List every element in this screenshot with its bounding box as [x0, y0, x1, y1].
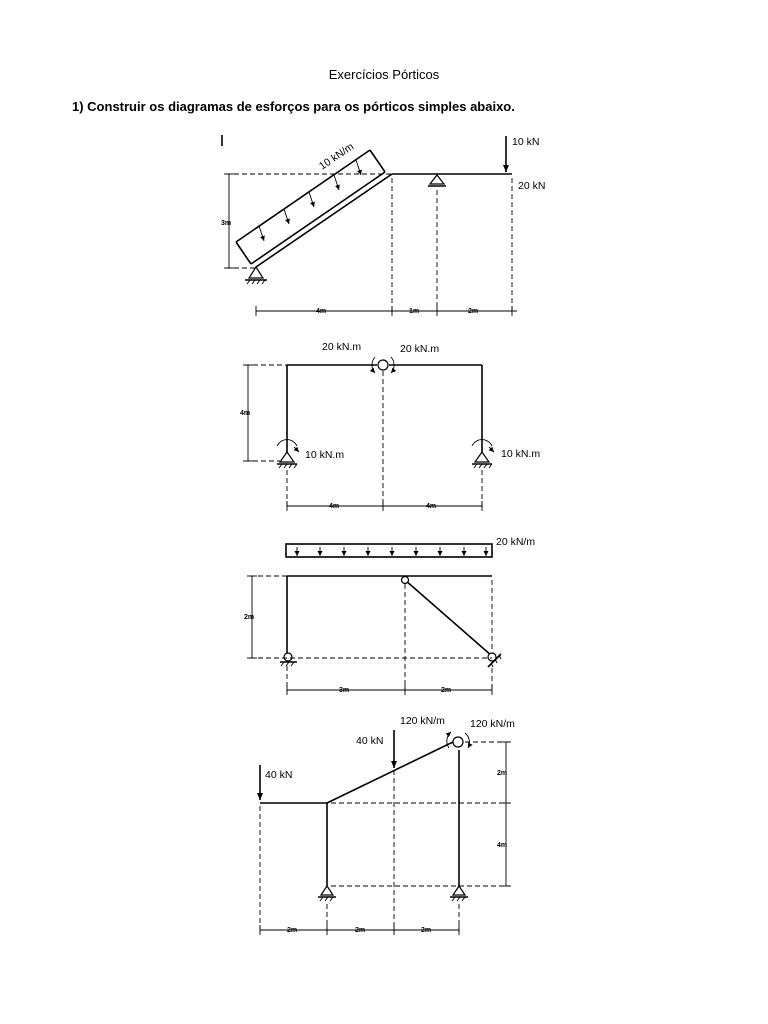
frame-1 — [221, 135, 545, 316]
distributed-load-arrows — [297, 547, 486, 556]
exercise-question: 1) Construir os diagramas de esforços para os pórticos simples abaixo. — [72, 99, 515, 114]
dim-span-b: 2m — [355, 927, 366, 934]
pin-support-left — [277, 440, 299, 468]
dim-height: 4m — [240, 410, 251, 417]
hinge — [378, 360, 388, 370]
dim-span-c: 2m — [421, 927, 432, 934]
pin-support-right — [472, 440, 494, 468]
label-moment-left: 120 kN/m — [400, 715, 445, 727]
hinge — [453, 737, 463, 747]
dim-span-b: 2m — [441, 687, 452, 694]
pin-support-right — [450, 886, 468, 901]
distributed-load-incline — [236, 150, 385, 264]
frame-3 — [244, 536, 535, 695]
label-moment-support-left: 10 kN.m — [305, 449, 345, 461]
hinge-support-left — [284, 653, 292, 661]
inclined-member — [256, 174, 392, 267]
distributed-load-box — [286, 544, 492, 557]
dim-height: 3m — [221, 220, 232, 227]
label-moment-top-left: 20 kN.m — [322, 341, 362, 353]
pin-support-left — [318, 886, 336, 901]
label-moment-support-right: 10 kN.m — [501, 448, 541, 460]
dim-span-a: 4m — [316, 308, 327, 315]
label-distributed-load: 20 kN/m — [496, 536, 536, 548]
diagonal-member — [405, 580, 492, 656]
label-moment-top-right: 20 kN.m — [400, 343, 440, 355]
dim-height-bottom: 4m — [497, 842, 508, 849]
dim-span-b: 1m — [409, 308, 420, 315]
label-point-vertical: 10 kN — [512, 136, 540, 148]
dim-span-a: 2m — [287, 927, 298, 934]
dim-height-top: 2m — [497, 770, 508, 777]
inclined-beam — [327, 742, 453, 803]
label-point-horizontal: 20 kN — [518, 180, 546, 192]
pin-support — [245, 267, 267, 284]
dim-span-c: 2m — [468, 308, 479, 315]
page-title: Exercícios Pórticos — [328, 67, 440, 82]
dim-span-b: 4m — [426, 503, 437, 510]
label-moment-right: 120 kN/m — [470, 718, 515, 730]
frame-2 — [240, 341, 540, 511]
label-distributed-load: 10 kN/m — [316, 140, 357, 173]
dim-span-a: 3m — [339, 687, 350, 694]
dim-span-a: 4m — [329, 503, 340, 510]
frame-4 — [260, 715, 515, 935]
dim-height: 2m — [244, 614, 255, 621]
label-point-incline: 40 kN — [356, 735, 384, 747]
roller-support — [428, 175, 446, 186]
label-point-cantilever: 40 kN — [265, 769, 293, 781]
